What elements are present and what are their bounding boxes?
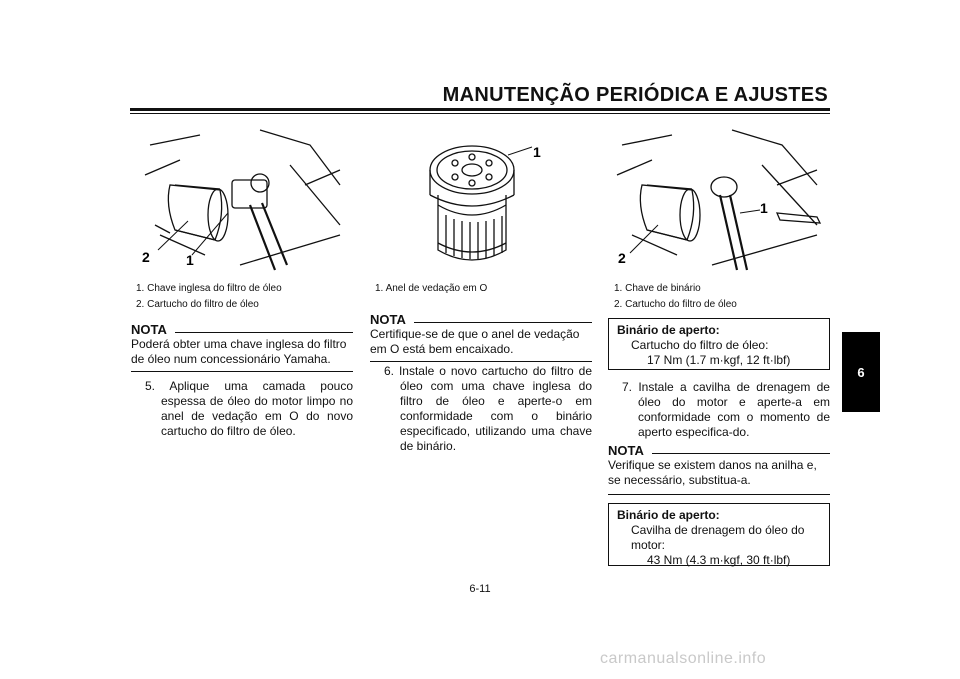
note-2-end-rule xyxy=(370,361,592,362)
note-3-heading xyxy=(608,443,830,458)
fig1-callout-2: 2 xyxy=(142,249,150,265)
step-6-text: Instale o novo cartucho do filtro de óleo com uma chave inglesa do filtro de óleo e aperte-o em conformidade com o binário especificado, utilizando uma chave de binário. xyxy=(398,364,592,453)
page-number: 6-11 xyxy=(469,583,491,595)
figure-torque-wrench xyxy=(612,125,827,273)
step-7-number: 7. xyxy=(622,380,633,394)
fig1-caption-line-1: 1. Chave inglesa do filtro de óleo xyxy=(136,283,282,294)
torque-spec-box-2 xyxy=(608,503,830,566)
section-tab[interactable]: 6 xyxy=(842,332,880,412)
note-1-text: Poderá obter uma chave inglesa do filtro de óleo num concessionário Yamaha. xyxy=(131,337,347,366)
step-7 xyxy=(608,380,830,440)
note-1-end-rule xyxy=(131,371,353,372)
step-6-number: 6. xyxy=(384,364,395,378)
note-1 xyxy=(131,322,353,372)
fig3-caption xyxy=(614,281,834,313)
fig3-caption-line-1: 1. Chave de binário xyxy=(614,283,701,294)
note-2-heading xyxy=(370,312,592,327)
note-3-text: Verifique se existem danos na anilha e, se necessário, substitua-a. xyxy=(608,458,817,487)
note-3-end-rule xyxy=(608,494,830,495)
note-3 xyxy=(608,443,830,495)
note-3-rule xyxy=(652,453,830,454)
header-rule-thin xyxy=(130,113,830,114)
note-1-heading xyxy=(131,322,353,337)
figure-oil-filter xyxy=(420,135,550,270)
note-2 xyxy=(370,312,592,362)
torque-2-item-line-2: motor: xyxy=(631,538,666,552)
fig1-caption xyxy=(136,281,356,313)
torque-spec-box-1 xyxy=(608,318,830,370)
step-5 xyxy=(131,379,353,439)
step-6 xyxy=(370,364,592,454)
fig3-callout-1: 1 xyxy=(760,200,768,216)
step-7-text: Instale a cavilha de drenagem de óleo do motor e aperte-a em conformidade com o momento de aperto especifica-do. xyxy=(638,380,830,439)
torque-2-heading: Binário de aperto: xyxy=(617,508,720,522)
fig2-callout-1: 1 xyxy=(533,144,541,160)
torque-1-value: 17 Nm (1.7 m·kgf, 12 ft·lbf) xyxy=(647,353,791,367)
note-3-label: NOTA xyxy=(608,443,644,458)
page-title: MANUTENÇÃO PERIÓDICA E AJUSTES xyxy=(442,84,828,106)
fig3-callout-2: 2 xyxy=(618,250,626,266)
note-2-text: Certifique-se de que o anel de vedação em O está bem encaixado. xyxy=(370,327,580,356)
torque-2-item-line-1: Cavilha de drenagem do óleo do xyxy=(631,523,805,537)
header-rule xyxy=(130,108,830,111)
torque-1-heading: Binário de aperto: xyxy=(617,323,720,337)
fig2-caption xyxy=(375,281,595,297)
torque-1-item: Cartucho do filtro de óleo: xyxy=(631,338,769,352)
fig1-caption-line-2: 2. Cartucho do filtro de óleo xyxy=(136,299,259,310)
step-5-number: 5. xyxy=(145,379,156,393)
figure-filter-wrench xyxy=(140,125,350,273)
fig3-caption-line-2: 2. Cartucho do filtro de óleo xyxy=(614,299,737,310)
note-2-rule xyxy=(414,322,592,323)
fig1-callout-1: 1 xyxy=(186,252,194,268)
step-5-text: Aplique uma camada pouco espessa de óleo do motor limpo no anel de vedação em O do novo cartucho do filtro de óleo. xyxy=(161,379,354,438)
torque-2-value: 43 Nm (4.3 m·kgf, 30 ft·lbf) xyxy=(647,553,791,567)
fig2-caption-line-1: 1. Anel de vedação em O xyxy=(375,283,488,294)
watermark: carmanualsonline.info xyxy=(600,650,767,667)
note-2-label: NOTA xyxy=(370,312,406,327)
note-1-label: NOTA xyxy=(131,322,167,337)
note-1-rule xyxy=(175,332,353,333)
